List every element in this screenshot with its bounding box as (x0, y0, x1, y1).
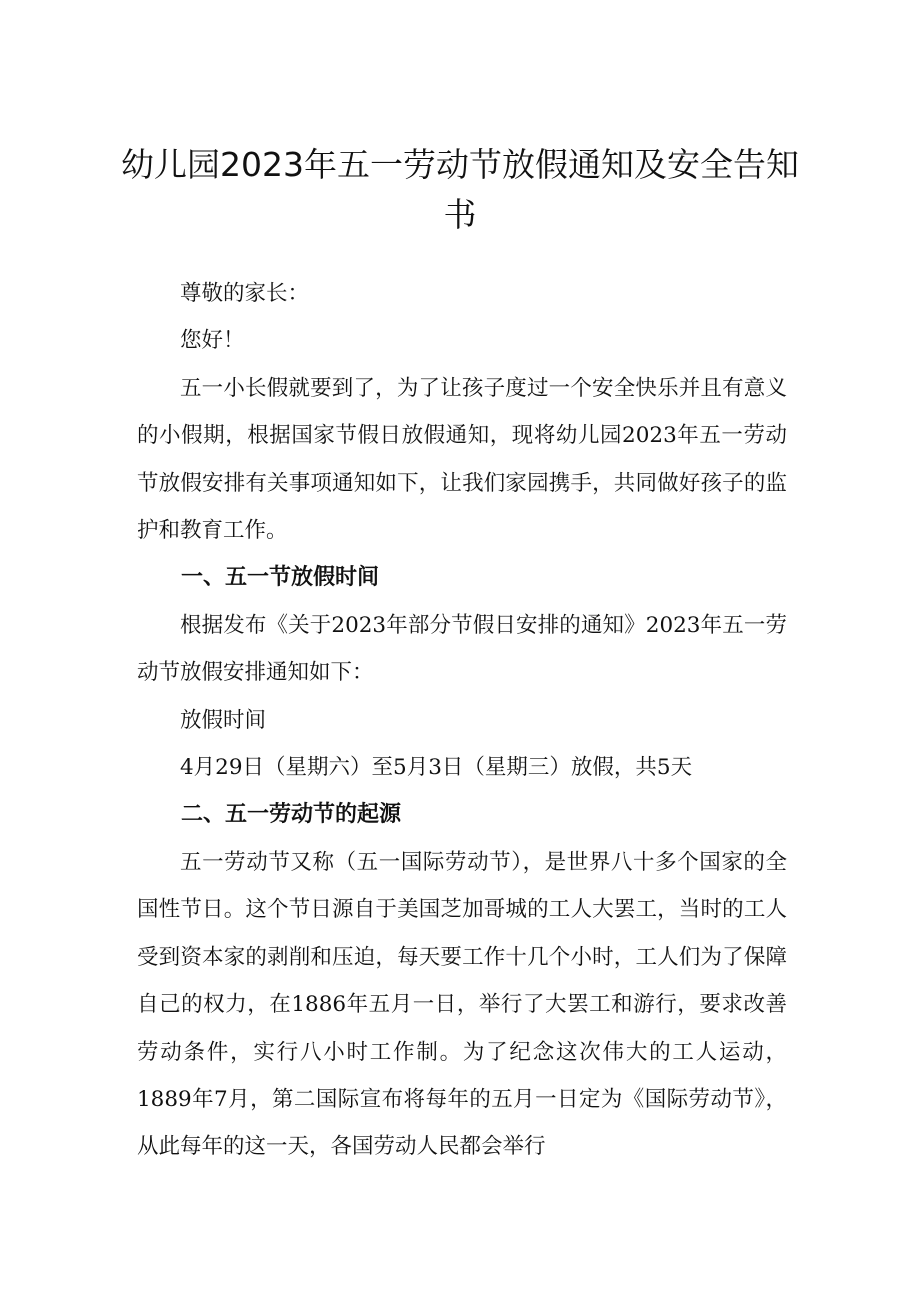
salutation: 尊敬的家长： (180, 281, 310, 306)
origin-paragraph: 五一劳动节又称（五一国际劳动节），是世界八十多个国家的全国性节日。这个节日源自于美国芝加哥城的工人大罢工，当时的工人受到资本家的剥削和压迫，每天要工作十几个小时，工人们为了保障自己的权力，在1886年五月一日，举行了大罢工和游行，要求改善劳动条件，实行八小时工作制。为了纪念这次伟大的工人运动，1889年7月，第二国际宣布将每年的五月一日定为《国际劳动节》，从此每年的这一天，各国劳动人民都会举行 (137, 849, 787, 1160)
holiday-dates: 4月29日（星期六）至5月3日（星期三）放假，共5天 (180, 755, 693, 781)
holiday-notice-paragraph: 根据发布《关于2023年部分节假日安排的通知》2023年五一劳动节放假安排通知如下： (137, 612, 787, 686)
section-heading-holiday-time: 一、五一节放假时间 (181, 565, 380, 591)
document-title: 幼儿园2023年五一劳动节放假通知及安全告知书 (121, 145, 799, 234)
greeting: 您好！ (180, 328, 245, 354)
document-body (137, 270, 787, 1171)
section-heading-origin: 二、五一劳动节的起源 (181, 802, 402, 828)
holiday-time-label: 放假时间 (180, 707, 267, 733)
intro-paragraph: 五一小长假就要到了，为了让孩子度过一个安全快乐并且有意义的小假期，根据国家节假日放假通知，现将幼儿园2023年五一劳动节放假安排有关事项通知如下，让我们家园携手，共同做好孩子的监护和教育工作。 (137, 375, 787, 544)
